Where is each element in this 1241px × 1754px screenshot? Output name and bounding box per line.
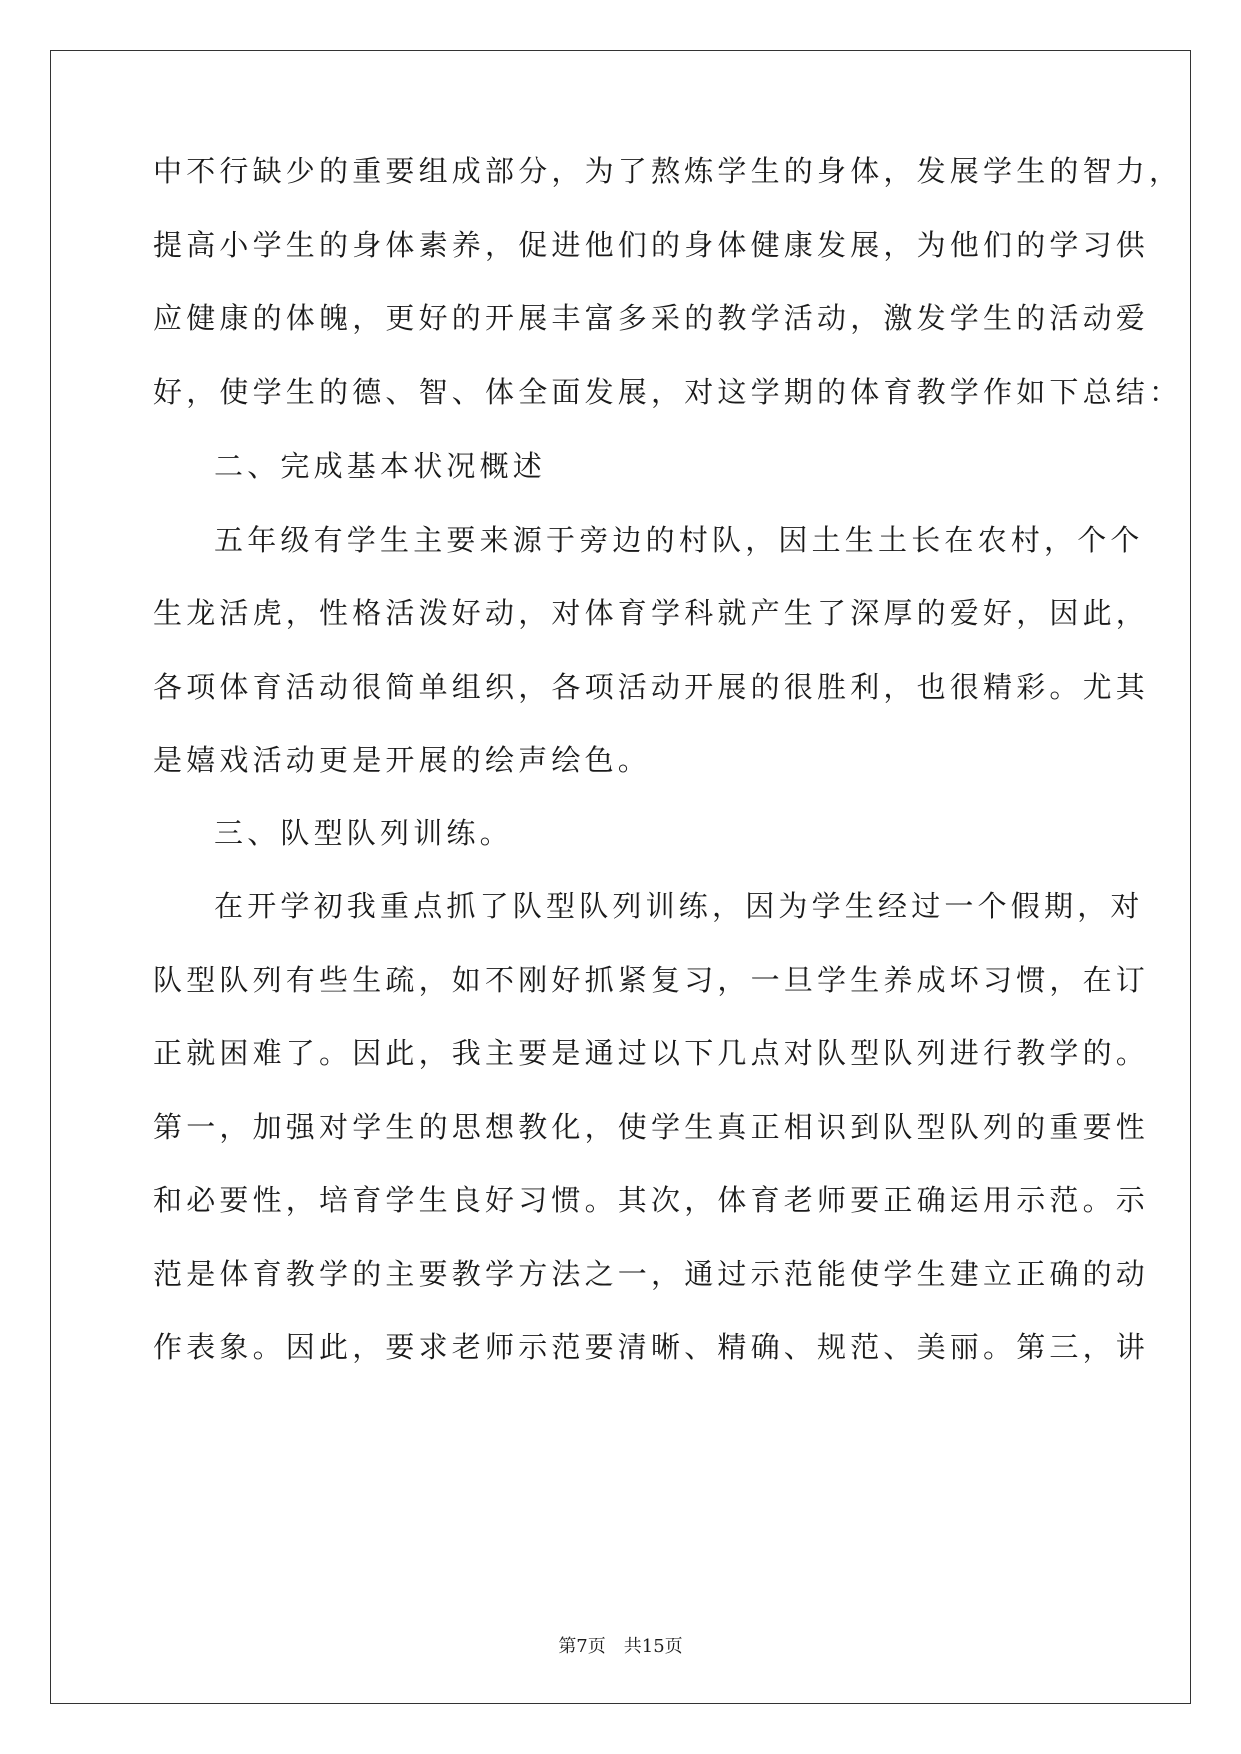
- body-line-11: 在开学初我重点抓了队型队列训练，因为学生经过一个假期，对: [214, 889, 1144, 923]
- body-line-14: 第一，加强对学生的思想教化，使学生真正相识到队型队列的重要性: [153, 1110, 1150, 1144]
- body-line-17: 作表象。因此，要求老师示范要清晰、精确、规范、美丽。第三，讲: [153, 1330, 1150, 1364]
- body-line-6: 五年级有学生主要来源于旁边的村队，因土生土长在农村，个个: [214, 523, 1144, 557]
- section-heading-2: 二、完成基本状况概述: [214, 449, 547, 483]
- body-line-9: 是嬉戏活动更是开展的绘声绘色。: [153, 743, 652, 777]
- body-line-2: 提高小学生的身体素养，促进他们的身体健康发展，为他们的学习供: [153, 228, 1150, 262]
- body-line-12: 队型队列有些生疏，如不刚好抓紧复习，一旦学生养成坏习惯，在订: [153, 963, 1150, 997]
- body-line-3: 应健康的体魄，更好的开展丰富多采的教学活动，激发学生的活动爱: [153, 301, 1150, 335]
- section-heading-3: 三、队型队列训练。: [214, 816, 513, 850]
- body-line-8: 各项体育活动很简单组织，各项活动开展的很胜利，也很精彩。尤其: [153, 670, 1150, 704]
- body-line-16: 范是体育教学的主要教学方法之一，通过示范能使学生建立正确的动: [153, 1257, 1150, 1291]
- body-line-1: 中不行缺少的重要组成部分，为了熬炼学生的身体，发展学生的智力，: [153, 154, 1183, 188]
- page-footer: 第7页 共15页: [558, 1636, 683, 1657]
- body-line-7: 生龙活虎，性格活泼好动，对体育学科就产生了深厚的爱好，因此，: [153, 596, 1150, 630]
- body-line-4: 好，使学生的德、智、体全面发展，对这学期的体育教学作如下总结：: [153, 375, 1183, 409]
- body-line-15: 和必要性，培育学生良好习惯。其次，体育老师要正确运用示范。示: [153, 1183, 1150, 1217]
- body-line-13: 正就困难了。因此，我主要是通过以下几点对队型队列进行教学的。: [153, 1036, 1150, 1070]
